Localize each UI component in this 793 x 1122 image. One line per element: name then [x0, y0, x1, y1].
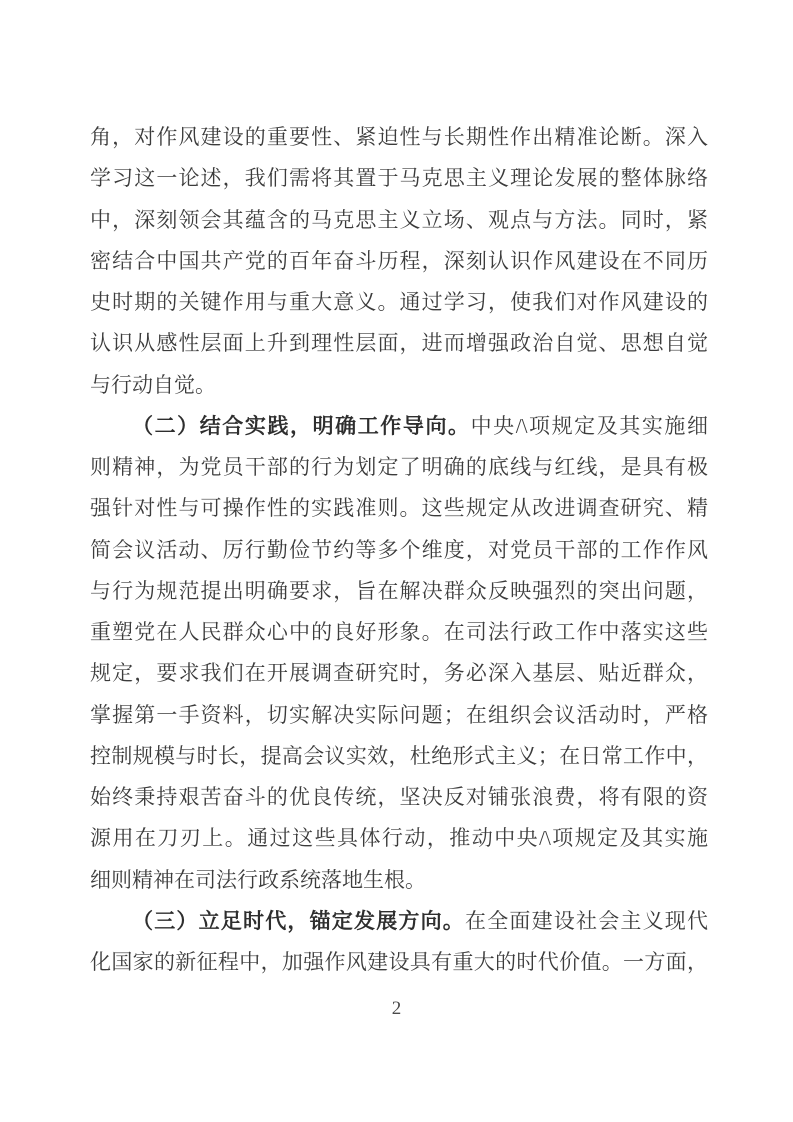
- text-run: 密结合中国共产党的百年奋斗历程，深刻认识作风建设在不同历: [90, 248, 708, 273]
- text-line: [90, 942, 708, 983]
- text-run-bold: （三）立足时代，锚定发展方向。: [132, 908, 465, 933]
- text-line: [90, 365, 708, 406]
- text-run: 认识从感性层面上升到理性层面，进而增强政治自觉、思想自觉: [90, 331, 708, 356]
- text-line: [90, 653, 708, 694]
- text-run: 始终秉持艰苦奋斗的优良传统，坚决反对铺张浪费，将有限的资: [90, 785, 708, 809]
- text-run: 细则精神在司法行政系统落地生根。: [90, 867, 426, 892]
- text-run: 中，深刻领会其蕴含的马克思主义立场、观点与方法。同时，紧: [90, 207, 708, 232]
- text-line: [90, 323, 708, 364]
- text-line: [90, 117, 708, 158]
- text-line: [90, 818, 708, 859]
- text-run: 中央/\项规定及其实施细: [470, 413, 709, 438]
- text-run: 强针对性与可操作性的实践准则。这些规定从改进调查研究、精: [90, 496, 708, 521]
- text-run: 控制规模与时长，提高会议实效，杜绝形式主义；在日常工作中，: [90, 743, 708, 768]
- text-run: 角，对作风建设的重要性、紧迫性与长期性作出精准论断。深入: [90, 125, 708, 149]
- text-run: 在全面建设社会主义现代: [465, 908, 708, 933]
- text-run: 则精神，为党员干部的行为划定了明确的底线与红线，是具有极: [90, 455, 708, 479]
- text-run: 简会议活动、厉行勤俭节约等多个维度，对党员干部的工作作风: [90, 537, 708, 562]
- text-line: [90, 200, 708, 241]
- text-line: [90, 282, 708, 323]
- text-line: [90, 447, 708, 488]
- page-number: 2: [391, 998, 402, 1019]
- text-run: 与行动自觉。: [90, 372, 216, 397]
- text-run: 重塑党在人民群众心中的良好形象。在司法行政工作中落实这些: [90, 620, 708, 644]
- document-body: [90, 117, 708, 983]
- text-line: [90, 241, 708, 282]
- text-line: [90, 612, 708, 653]
- text-run: 史时期的关键作用与重大意义。通过学习，使我们对作风建设的: [90, 290, 708, 314]
- text-run: 规定，要求我们在开展调查研究时，务必深入基层、贴近群众，: [90, 661, 708, 686]
- text-run: 源用在刀刃上。通过这些具体行动，推动中央/\项规定及其实施: [90, 826, 708, 851]
- text-run-bold: （二）结合实践，明确工作导向。: [132, 413, 471, 438]
- text-run: 掌握第一手资料，切实解决实际问题；在组织会议活动时，严格: [90, 702, 708, 727]
- text-line: [90, 777, 708, 818]
- text-run: 化国家的新征程中，加强作风建设具有重大的时代价值。一方面，: [90, 950, 708, 974]
- text-line: [90, 901, 708, 942]
- text-line: [90, 736, 708, 777]
- text-run: 与行为规范提出明确要求，旨在解决群众反映强烈的突出问题，: [90, 578, 708, 603]
- text-line: [90, 530, 708, 571]
- text-line: [90, 406, 708, 447]
- text-line: [90, 488, 708, 529]
- text-line: [90, 695, 708, 736]
- text-line: [90, 571, 708, 612]
- text-line: [90, 158, 708, 199]
- text-run: 学习这一论述，我们需将其置于马克思主义理论发展的整体脉络: [90, 166, 708, 191]
- text-line: [90, 860, 708, 901]
